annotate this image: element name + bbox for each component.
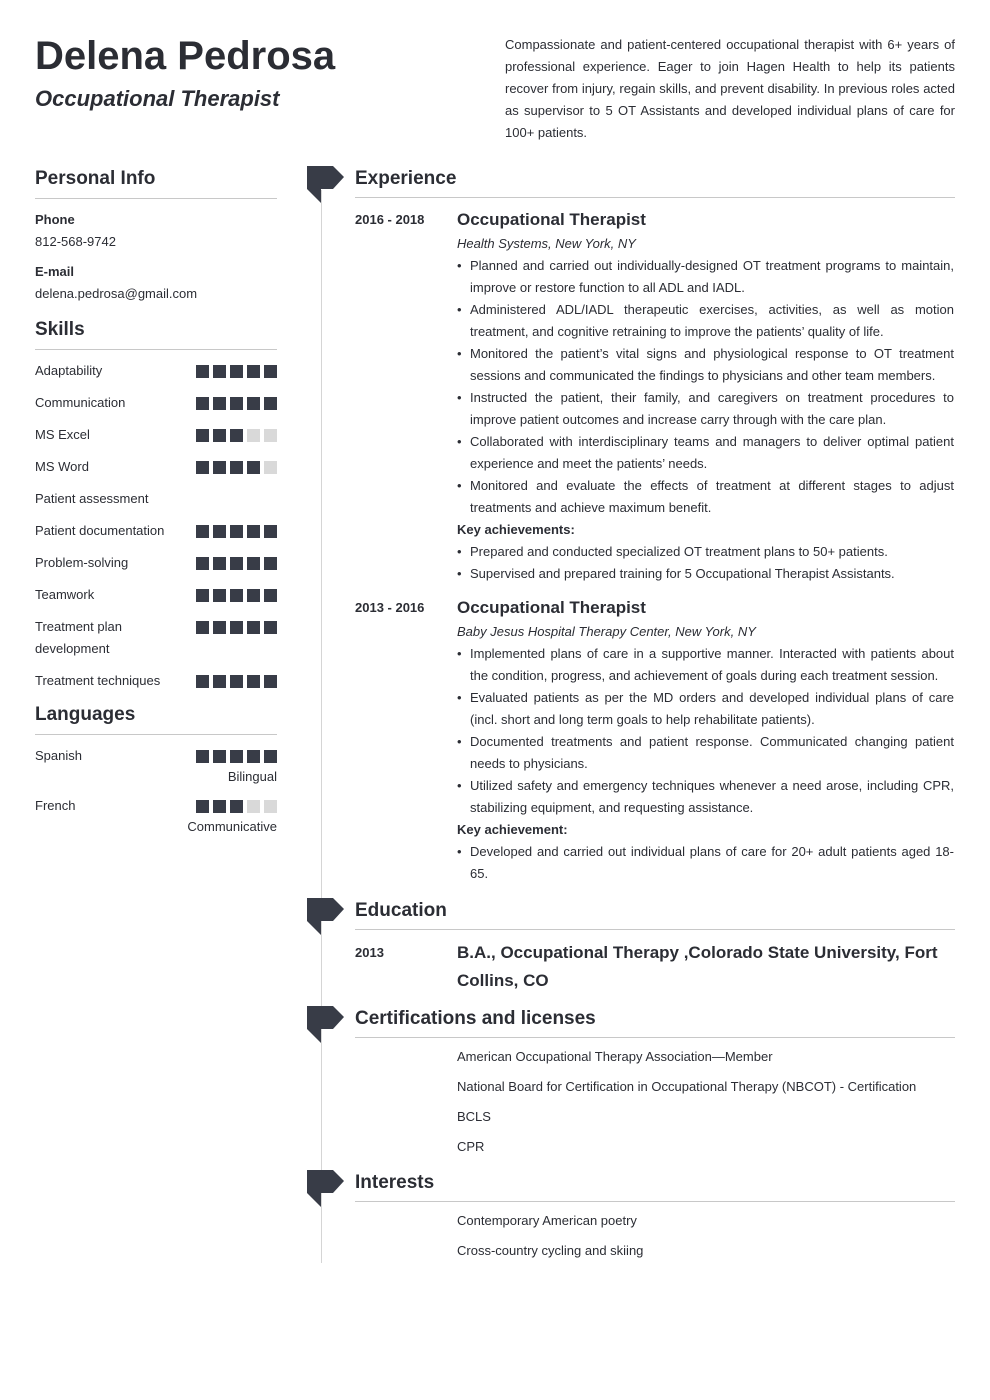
rating-dot	[213, 800, 226, 813]
bullet-item: • Instructed the patient, their family, and caregivers on treatment procedures to improve patient outcomes and increase carry through with the care plan.	[457, 387, 954, 431]
skill-name: Patient assessment	[35, 491, 149, 506]
certification-item: BCLS	[457, 1109, 491, 1124]
experience-title-1: Occupational Therapist	[457, 210, 646, 229]
rating-dot	[213, 750, 226, 763]
rating-dot	[196, 675, 209, 688]
experience-title-2: Occupational Therapist	[457, 598, 646, 617]
rating-dot	[264, 557, 277, 570]
achievement-item: • Supervised and prepared training for 5 Occupational Therapist Assistants.	[457, 563, 954, 585]
rating-dot	[247, 675, 260, 688]
rating-dot	[213, 557, 226, 570]
rating-dot	[196, 397, 209, 410]
skill-name: MS Word	[35, 459, 89, 474]
rating-dot	[196, 621, 209, 634]
professional-summary: Compassionate and patient-centered occupational therapist with 6+ years of professional experience. Eager to join Hagen Health to help its patients recover from injury, regain skills, and prevent disability. In previous roles acted as supervisor to 5 OT Assistants and developed individual plans of care for 100+ patients.	[505, 37, 955, 140]
achievement-item: • Developed and carried out individual plans of care for 20+ adult patients aged 18-65.	[457, 841, 954, 885]
rating-dots	[196, 360, 277, 378]
rating-dot	[264, 589, 277, 602]
skill-row	[35, 488, 277, 510]
phone-value: 812-568-9742	[35, 234, 116, 249]
rating-dot	[213, 365, 226, 378]
skills-list	[35, 360, 277, 692]
achievements-list-2	[457, 841, 954, 885]
skill-row	[35, 520, 277, 542]
experience-date-2: 2013 - 2016	[355, 600, 425, 615]
rating-dot	[196, 365, 209, 378]
rating-dot	[230, 557, 243, 570]
rating-dot	[247, 621, 260, 634]
skill-row	[35, 584, 277, 606]
rating-dot	[213, 397, 226, 410]
rating-dot	[264, 621, 277, 634]
skill-row	[35, 392, 277, 414]
rating-dot	[196, 750, 209, 763]
rating-dot	[247, 800, 260, 813]
interests-heading: Interests	[355, 1170, 955, 1202]
languages-list	[35, 745, 277, 837]
key-achievements-label-2: Key achievement:	[457, 822, 568, 837]
timeline-line	[321, 190, 322, 1263]
bullet-item: • Monitored and evaluate the effects of treatment at different stages to adjust treatments and achieve maximum benefit.	[457, 475, 954, 519]
rating-dot	[264, 525, 277, 538]
rating-dots	[196, 424, 277, 442]
skill-row	[35, 670, 277, 692]
bullet-item: • Monitored the patient’s vital signs and physiological response to OT treatment sessions and communicated the findings to physicians and other team members.	[457, 343, 954, 387]
rating-dot	[230, 365, 243, 378]
rating-dot	[264, 429, 277, 442]
rating-dots	[196, 520, 277, 538]
bullet-item: • Utilized safety and emergency techniques whenever a need arose, including CPR, stabilizing equipment, and requesting assistance.	[457, 775, 954, 819]
rating-dot	[230, 800, 243, 813]
interests-marker-icon	[307, 1170, 344, 1207]
rating-dots	[196, 670, 277, 688]
rating-dot	[213, 621, 226, 634]
bullet-item: • Documented treatments and patient response. Communicated changing patient needs to physicians.	[457, 731, 954, 775]
experience-entry-2	[355, 597, 955, 885]
rating-dot	[264, 800, 277, 813]
rating-dot	[264, 675, 277, 688]
achievement-item: • Prepared and conducted specialized OT treatment plans to 50+ patients.	[457, 541, 954, 563]
experience-date-1: 2016 - 2018	[355, 212, 425, 227]
rating-dots	[196, 795, 277, 813]
certification-item: National Board for Certification in Occupational Therapy (NBCOT) - Certification	[457, 1079, 917, 1094]
rating-dot	[264, 397, 277, 410]
rating-dot	[213, 675, 226, 688]
rating-dots	[196, 456, 277, 474]
experience-entry-1	[355, 209, 955, 585]
candidate-title: Occupational Therapist	[35, 86, 280, 111]
experience-bullets-2	[457, 643, 954, 819]
rating-dot	[213, 589, 226, 602]
skill-row	[35, 552, 277, 574]
rating-dots	[196, 392, 277, 410]
skills-heading: Skills	[35, 317, 277, 350]
rating-dot	[196, 461, 209, 474]
skill-name: Teamwork	[35, 587, 95, 602]
bullet-item: • Implemented plans of care in a supportive manner. Interacted with patients about the condition, progress, and achievement of goals during each treatment session.	[457, 643, 954, 687]
certifications-list	[355, 1046, 955, 1166]
rating-dot	[230, 461, 243, 474]
certification-item: American Occupational Therapy Association—Member	[457, 1049, 773, 1064]
rating-dots	[196, 616, 277, 634]
rating-dots	[196, 584, 277, 602]
bullet-item: • Collaborated with interdisciplinary teams and managers to deliver optimal patient experience and meet the patients’ needs.	[457, 431, 954, 475]
rating-dot	[247, 365, 260, 378]
achievements-list-1	[457, 541, 954, 585]
rating-dot	[196, 589, 209, 602]
rating-dot	[230, 589, 243, 602]
education-entry	[355, 939, 955, 995]
experience-heading: Experience	[355, 166, 955, 198]
skill-row	[35, 616, 277, 660]
rating-dot	[196, 800, 209, 813]
rating-dot	[247, 589, 260, 602]
rating-dot	[247, 461, 260, 474]
languages-heading: Languages	[35, 702, 277, 735]
interest-item: Cross-country cycling and skiing	[457, 1243, 644, 1258]
rating-dot	[264, 365, 277, 378]
language-name: Spanish	[35, 748, 82, 763]
skill-name: Treatment plan development	[35, 619, 122, 656]
rating-dots	[196, 552, 277, 570]
rating-dot	[230, 397, 243, 410]
skill-row	[35, 360, 277, 382]
skill-name: Patient documentation	[35, 523, 165, 538]
left-column	[35, 166, 277, 845]
rating-dot	[264, 461, 277, 474]
rating-dot	[230, 621, 243, 634]
candidate-name: Delena Pedrosa	[35, 34, 336, 78]
certifications-heading: Certifications and licenses	[355, 1006, 955, 1038]
experience-marker-icon	[307, 166, 344, 203]
skill-name: Problem-solving	[35, 555, 129, 570]
skill-name: MS Excel	[35, 427, 90, 442]
rating-dot	[264, 750, 277, 763]
rating-dot	[213, 525, 226, 538]
rating-dot	[230, 675, 243, 688]
skill-name: Treatment techniques	[35, 673, 161, 688]
bullet-item: • Planned and carried out individually-designed OT treatment programs to maintain, improve or restore function to all ADL and IADL.	[457, 255, 954, 299]
language-row	[35, 795, 277, 837]
skill-row	[35, 424, 277, 446]
language-level: Bilingual	[227, 769, 277, 784]
education-heading: Education	[355, 898, 955, 930]
education-marker-icon	[307, 898, 344, 935]
rating-dot	[247, 397, 260, 410]
experience-org-2: Baby Jesus Hospital Therapy Center, New York, NY	[457, 624, 756, 639]
rating-dot	[230, 750, 243, 763]
rating-dot	[247, 525, 260, 538]
rating-dot	[196, 525, 209, 538]
phone-label: Phone	[35, 212, 75, 227]
language-row	[35, 745, 277, 787]
key-achievements-label-1: Key achievements:	[457, 522, 575, 537]
rating-dot	[213, 429, 226, 442]
rating-dot	[213, 461, 226, 474]
certification-item: CPR	[457, 1139, 485, 1154]
skill-name: Adaptability	[35, 363, 103, 378]
rating-dot	[230, 525, 243, 538]
rating-dot	[196, 557, 209, 570]
rating-dot	[247, 557, 260, 570]
interest-item: Contemporary American poetry	[457, 1213, 637, 1228]
email-label: E-mail	[35, 264, 75, 279]
rating-dot	[230, 429, 243, 442]
certifications-marker-icon	[307, 1006, 344, 1043]
bullet-item: • Administered ADL/IADL therapeutic exercises, activities, as well as motion treatment, and cognitive retraining to improve the patients’ quality of life.	[457, 299, 954, 343]
education-date: 2013	[355, 945, 384, 960]
experience-org-1: Health Systems, New York, NY	[457, 236, 636, 251]
interests-list	[355, 1210, 955, 1270]
skill-row	[35, 456, 277, 478]
rating-dots	[196, 745, 277, 763]
rating-dot	[247, 750, 260, 763]
bullet-item: • Evaluated patients as per the MD orders and developed individual plans of care (incl. short and long term goals to help rehabilitate patients).	[457, 687, 954, 731]
language-level: Communicative	[187, 819, 277, 834]
skill-name: Communication	[35, 395, 126, 410]
personal-info-heading: Personal Info	[35, 166, 277, 199]
email-value: delena.pedrosa@gmail.com	[35, 286, 198, 301]
rating-dot	[196, 429, 209, 442]
experience-bullets-1	[457, 255, 954, 519]
language-name: French	[35, 798, 76, 813]
education-degree: B.A., Occupational Therapy ,Colorado State University, Fort Collins, CO	[457, 943, 938, 990]
rating-dot	[247, 429, 260, 442]
